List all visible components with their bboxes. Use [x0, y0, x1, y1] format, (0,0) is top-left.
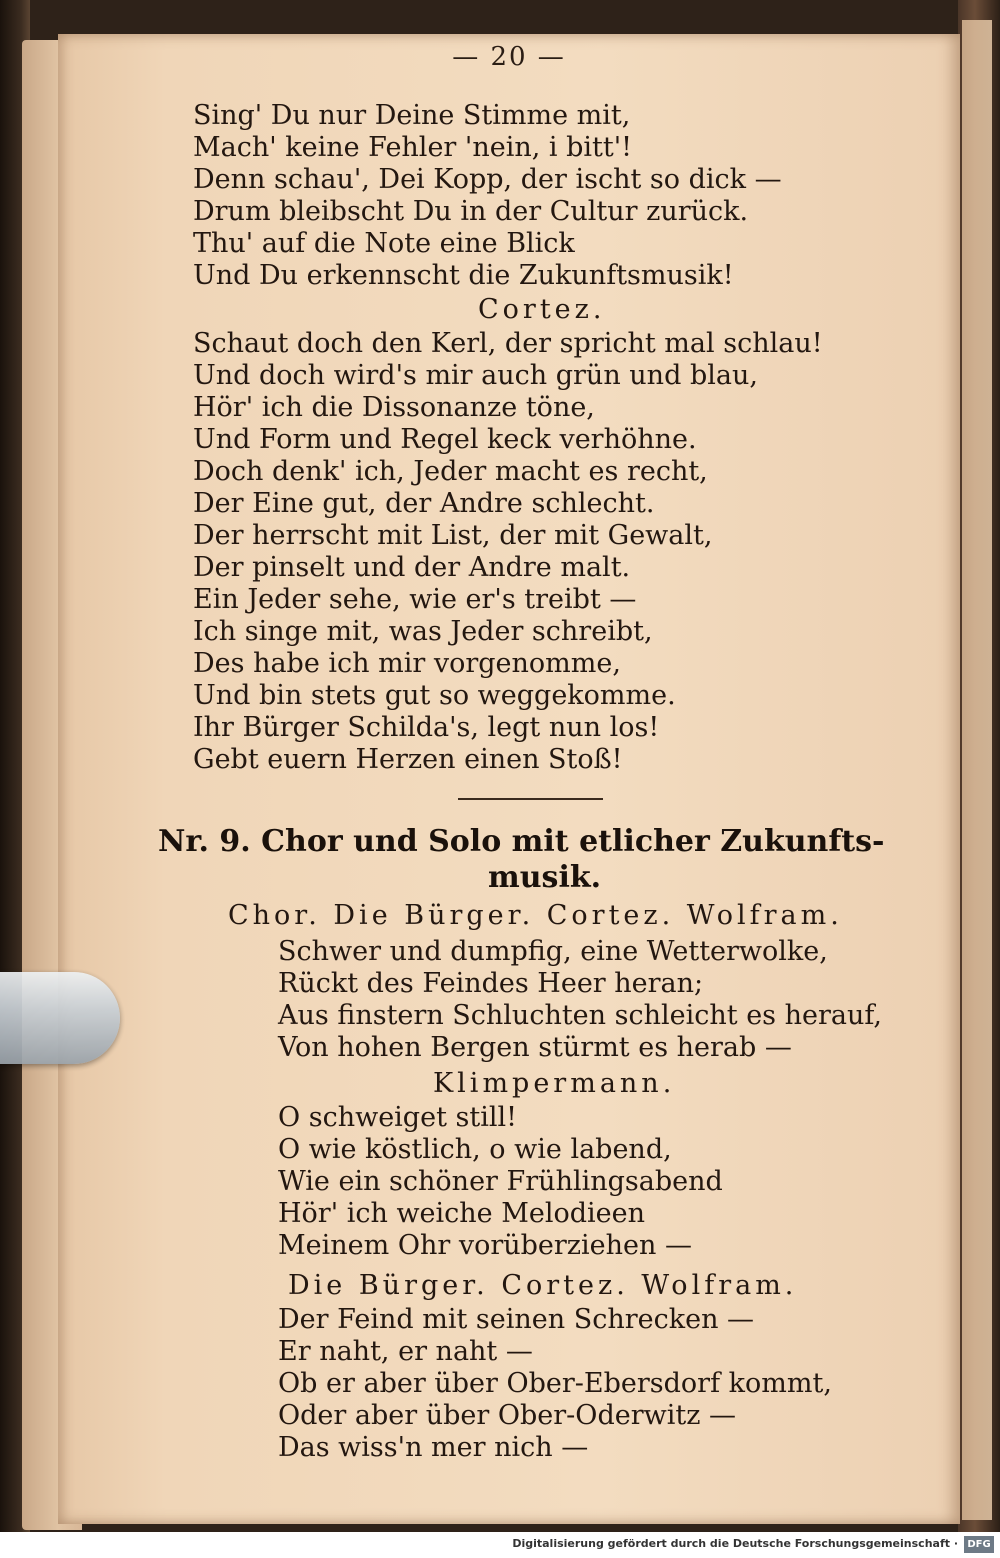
section-heading-continued: musik.: [488, 860, 602, 895]
text-line: Meinem Ohr vorüberziehen —: [278, 1230, 692, 1261]
text-line: Oder aber über Ober-Oderwitz —: [278, 1400, 737, 1431]
text-line: Hör' ich die Dissonanze töne,: [193, 392, 595, 423]
text-line: Schwer und dumpfig, eine Wetterwolke,: [278, 936, 828, 967]
text-line: Und doch wird's mir auch grün und blau,: [193, 360, 758, 391]
text-line: Ein Jeder sehe, wie er's treibt —: [193, 584, 637, 615]
digitization-footer: [0, 1532, 1000, 1558]
cast-line: Chor. Die Bürger. Cortez. Wolfram.: [228, 900, 843, 931]
text-line: Der Feind mit seinen Schrecken —: [278, 1304, 755, 1335]
section-heading: Nr. 9. Chor und Solo mit etlicher Zukunfts-: [158, 824, 885, 859]
speaker-klimpermann: Klimpermann.: [433, 1068, 676, 1099]
text-line: Doch denk' ich, Jeder macht es recht,: [193, 456, 708, 487]
speaker-group: Die Bürger. Cortez. Wolfram.: [288, 1270, 798, 1301]
text-line: Und Form und Regel keck verhöhne.: [193, 424, 697, 455]
book-page: [58, 34, 960, 1524]
section-divider: [458, 798, 603, 800]
text-line: Gebt euern Herzen einen Stoß!: [193, 744, 623, 775]
text-line: O schweiget still!: [278, 1102, 517, 1133]
text-line: Schaut doch den Kerl, der spricht mal schlau!: [193, 328, 823, 359]
text-line: Der Eine gut, der Andre schlecht.: [193, 488, 655, 519]
text-line: Von hohen Bergen stürmt es herab —: [278, 1032, 792, 1063]
text-line: Rückt des Feindes Heer heran;: [278, 968, 704, 999]
text-line: Des habe ich mir vorgenomme,: [193, 648, 621, 679]
dfg-logo: DFG: [964, 1536, 994, 1553]
text-line: Und bin stets gut so weggekomme.: [193, 680, 676, 711]
text-line: Ich singe mit, was Jeder schreibt,: [193, 616, 653, 647]
funding-notice: Digitalisierung gefördert durch die Deutsche Forschungsgemeinschaft ·: [512, 1537, 958, 1550]
text-line: Ihr Bürger Schilda's, legt nun los!: [193, 712, 660, 743]
text-line: Thu' auf die Note eine Blick: [193, 228, 575, 259]
page-number: — 20 —: [452, 42, 566, 72]
text-line: Der herrscht mit List, der mit Gewalt,: [193, 520, 713, 551]
page-clip: [0, 972, 120, 1064]
text-line: Ob er aber über Ober-Ebersdorf kommt,: [278, 1368, 832, 1399]
text-line: Wie ein schöner Frühlingsabend: [278, 1166, 723, 1197]
text-line: O wie köstlich, o wie labend,: [278, 1134, 672, 1165]
facing-page-edge: [962, 20, 992, 1520]
text-line: Denn schau', Dei Kopp, der ischt so dick —: [193, 164, 782, 195]
text-line: Er naht, er naht —: [278, 1336, 533, 1367]
text-line: Hör' ich weiche Melodieen: [278, 1198, 646, 1229]
text-line: Und Du erkennscht die Zukunftsmusik!: [193, 260, 734, 291]
text-line: Drum bleibscht Du in der Cultur zurück.: [193, 196, 749, 227]
text-line: Sing' Du nur Deine Stimme mit,: [193, 100, 631, 131]
text-line: Mach' keine Fehler 'nein, i bitt'!: [193, 132, 633, 163]
text-line: Das wiss'n mer nich —: [278, 1432, 589, 1463]
speaker-cortez: Cortez.: [478, 294, 606, 325]
text-line: Aus finstern Schluchten schleicht es herauf,: [278, 1000, 882, 1031]
text-line: Der pinselt und der Andre malt.: [193, 552, 631, 583]
